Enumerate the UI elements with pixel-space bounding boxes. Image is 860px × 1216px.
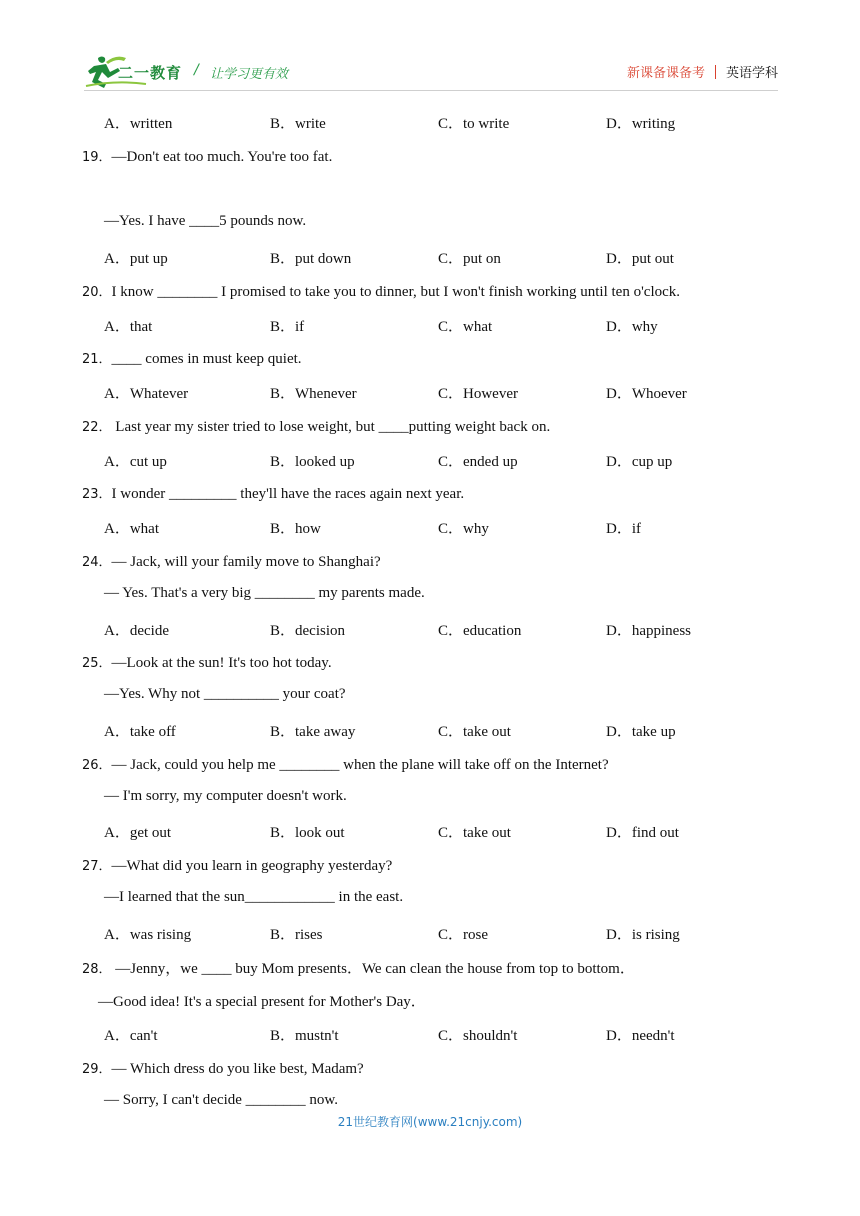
dialogue-line	[104, 213, 306, 230]
slogan-divider: /	[194, 62, 199, 78]
question-number: 22．	[82, 420, 112, 435]
answer-option: D．is rising	[606, 927, 680, 943]
answer-option: B．decision	[270, 623, 345, 639]
answer-option: D．if	[606, 521, 641, 537]
page-header	[0, 0, 860, 100]
line-text: Last year my sister tried to lose weight, but ____putting weight back on.	[111, 419, 551, 435]
answer-option: D．find out	[606, 825, 679, 841]
line-text: —Yes. Why not __________ your coat?	[104, 686, 346, 702]
header-separator	[715, 65, 716, 79]
dialogue-line	[104, 788, 347, 805]
line-text: — Sorry, I can't decide ________ now.	[104, 1092, 339, 1108]
line-text: — Yes. That's a very big ________ my parents made.	[104, 585, 425, 601]
question-text	[82, 957, 635, 978]
answer-option: B．put down	[270, 251, 352, 267]
answer-option: B．write	[270, 116, 326, 132]
dialogue-line	[104, 889, 403, 906]
question-number: 21．	[82, 352, 112, 367]
header-divider	[84, 90, 778, 91]
line-text: —Don't eat too much. You're too fat.	[111, 149, 333, 165]
question-number: 24．	[82, 555, 112, 570]
question-number: 23．	[82, 487, 112, 502]
question-number: 20．	[82, 285, 112, 300]
answer-option: D．take up	[606, 724, 676, 740]
answer-option: A．Whatever	[104, 386, 189, 402]
question-text	[82, 754, 609, 774]
line-text: ____ comes in must keep quiet.	[111, 351, 302, 367]
question-number: 19．	[82, 150, 112, 165]
answer-option: C．to write	[438, 116, 510, 132]
answer-option: B．look out	[270, 825, 345, 841]
answer-option: C．rose	[438, 927, 488, 943]
line-text: — I'm sorry, my computer doesn't work.	[104, 788, 347, 804]
dialogue-line	[104, 1092, 338, 1109]
header-subject-label: 英语学科	[725, 66, 778, 81]
question-text	[82, 416, 550, 436]
answer-option: B．Whenever	[270, 386, 357, 402]
line-text: — Jack, will your family move to Shanghai?	[111, 554, 381, 570]
slogan: 让学习更有效	[210, 67, 289, 82]
line-text: —Look at the sun! It's too hot today.	[111, 655, 332, 671]
question-text	[82, 652, 332, 672]
question-text	[82, 551, 381, 571]
answer-option: A．cut up	[104, 454, 167, 470]
header-course-label: 新课备课备考	[626, 66, 705, 81]
answer-option: A．get out	[104, 825, 172, 841]
logo-text: 二一教育	[118, 64, 183, 82]
answer-option: C．take out	[438, 825, 511, 841]
line-text: I wonder _________ they'll have the races again next year.	[111, 486, 465, 502]
question-text	[82, 855, 392, 875]
answer-option: B．how	[270, 521, 321, 537]
dialogue-line	[104, 686, 346, 703]
line-text: —Good idea! It's a special present for Mother's Day．	[98, 994, 426, 1010]
answer-option: C．shouldn't	[438, 1028, 518, 1044]
answer-option: D．why	[606, 319, 658, 335]
answer-option: D．Whoever	[606, 386, 687, 402]
answer-option: B．rises	[270, 927, 323, 943]
answer-option: D．cup up	[606, 454, 673, 470]
answer-option: A．what	[104, 521, 159, 537]
dialogue-line	[98, 990, 426, 1011]
line-text: — Jack, could you help me ________ when the plane will take off on the Internet?	[111, 757, 609, 773]
question-text	[82, 146, 332, 166]
line-text: —I learned that the sun____________ in the east.	[104, 889, 404, 905]
answer-option: B．if	[270, 319, 305, 335]
question-number: 27．	[82, 859, 112, 874]
question-number: 29．	[82, 1062, 112, 1077]
question-number: 28．	[82, 962, 112, 977]
question-text	[82, 1058, 364, 1078]
answer-option: D．needn't	[606, 1028, 675, 1044]
answer-option: C．take out	[438, 724, 511, 740]
answer-option: A．written	[104, 116, 173, 132]
answer-option: D．writing	[606, 116, 676, 132]
answer-option: C．why	[438, 521, 489, 537]
line-text: —Jenny，we ____ buy Mom presents．We can clean the house from top to bottom．	[111, 961, 635, 977]
line-text: —What did you learn in geography yesterday?	[111, 858, 393, 874]
answer-option: C．put on	[438, 251, 501, 267]
dialogue-line	[104, 585, 425, 602]
answer-option: A．that	[104, 319, 153, 335]
question-number: 25．	[82, 656, 112, 671]
question-number: 26．	[82, 758, 112, 773]
question-text	[82, 348, 302, 368]
answer-option: C．However	[438, 386, 518, 402]
line-text: —Yes. I have ____5 pounds now.	[104, 213, 307, 229]
answer-option: A．take off	[104, 724, 176, 740]
line-text: I know ________ I promised to take you to dinner, but I won't finish working until ten o'clock.	[111, 284, 681, 300]
answer-option: D．put out	[606, 251, 674, 267]
answer-option: D．happiness	[606, 623, 691, 639]
answer-option: B．mustn't	[270, 1028, 339, 1044]
answer-option: A．put up	[104, 251, 168, 267]
answer-option: B．take away	[270, 724, 356, 740]
answer-option: B．looked up	[270, 454, 355, 470]
answer-option: A．was rising	[104, 927, 192, 943]
header-subject	[627, 62, 778, 81]
answer-option: A．can't	[104, 1028, 158, 1044]
answer-option: C．education	[438, 623, 522, 639]
answer-option: A．decide	[104, 623, 169, 639]
question-text	[82, 281, 680, 301]
answer-option: C．ended up	[438, 454, 518, 470]
line-text: — Which dress do you like best, Madam?	[111, 1061, 364, 1077]
page-footer: 21世纪教育网(www.21cnjy.com)	[337, 1115, 523, 1129]
answer-option: C．what	[438, 319, 493, 335]
question-text	[82, 483, 464, 503]
